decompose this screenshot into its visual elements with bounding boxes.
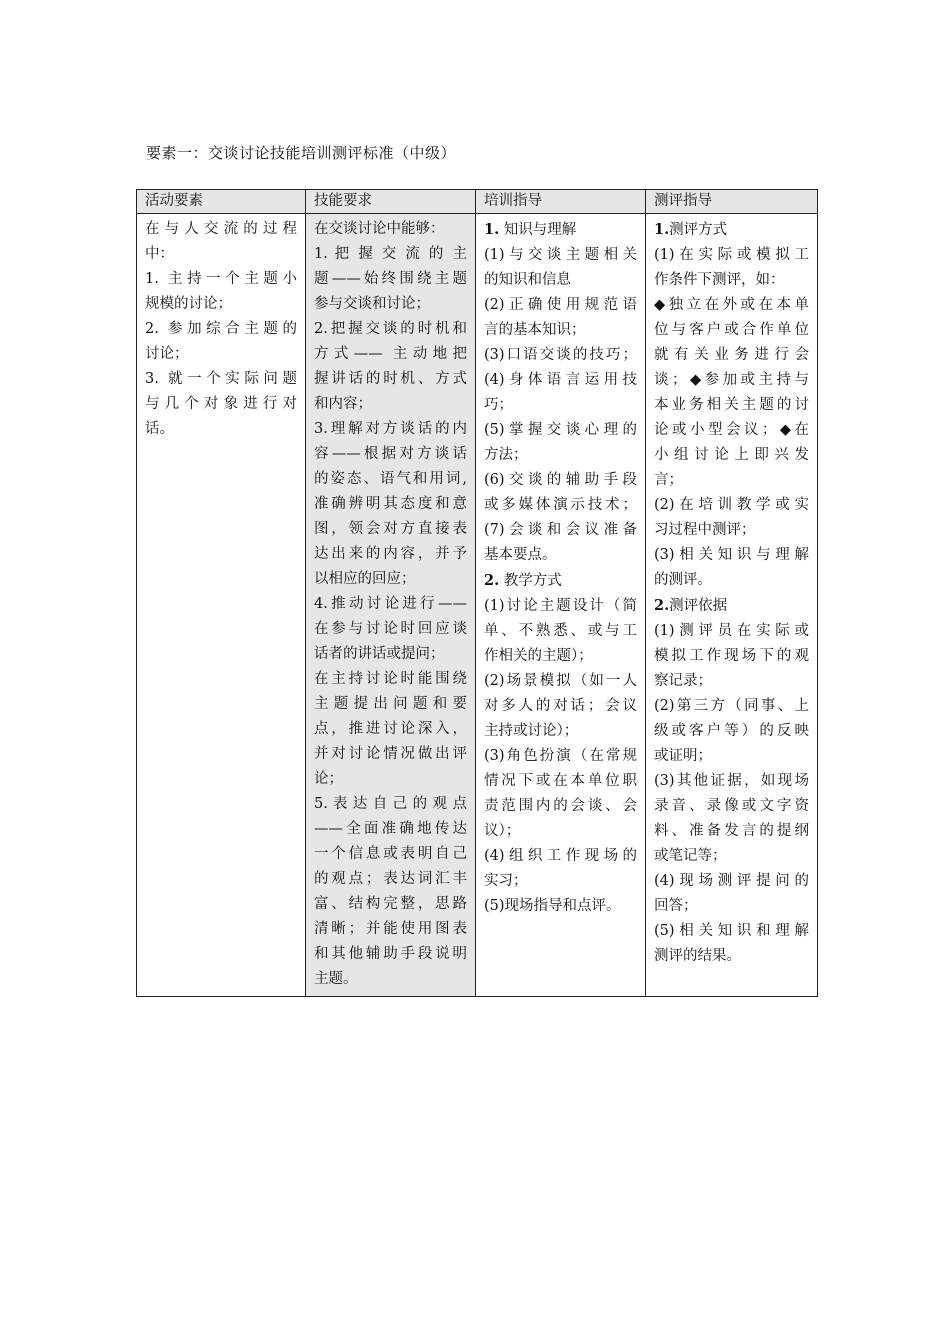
cell-text-line: (2)场景模拟（如一人 [484, 673, 637, 689]
cell-text-line: (6)交谈的辅助手段 [484, 472, 637, 488]
cell-text-line: (7)会谈和会议准备 [484, 522, 637, 538]
cell-text-line: 回答； [654, 898, 698, 914]
cell-text-line: 话者的讲话或提问； [314, 646, 445, 662]
cell-text-line: 方式—— 主动地把 [314, 346, 467, 362]
cell-text-line: (3)其他证据，如现场 [654, 773, 809, 789]
cell-text-line: ◆独立在外或在本单 [654, 297, 809, 313]
cell-text-line: (2)第三方（同事、上 [654, 698, 809, 714]
cell-text-line: 2.测评依据 [654, 597, 728, 614]
cell-text-line: 或证明； [654, 748, 712, 764]
cell-text-line: 2. 教学方式 [484, 572, 562, 589]
cell-text-line: 小组讨论上即兴发 [654, 447, 809, 463]
cell-text-line: 习过程中测评； [654, 522, 756, 538]
cell-text-line: 谈；◆参加或主持与 [654, 372, 809, 388]
standards-table [136, 189, 818, 997]
header-skill-requirements: 技能要求 [306, 190, 476, 214]
cell-text-line: 作相关的主题）； [484, 648, 593, 664]
cell-text-line: 和内容； [314, 396, 372, 412]
cell-text-line: (4)现场测评提问的 [654, 873, 809, 889]
cell-text-line: 论； [314, 771, 343, 787]
cell-text-line: (1)与交谈主题相关 [484, 247, 637, 263]
cell-text-line: 2.把握交谈的时机和 [314, 321, 467, 337]
cell-text-line: 主题。 [314, 971, 358, 987]
cell-text-line: 在与人交流的过程 [145, 221, 297, 237]
cell-text-line: 1.测评方式 [654, 221, 728, 238]
cell-text-line: 录音、录像或文字资 [654, 798, 809, 814]
cell-text-line: (5)相关知识和理解 [654, 923, 809, 939]
cell-text-line: 基本要点。 [484, 547, 557, 563]
cell-text-line: 达出来的内容，并予 [314, 546, 467, 562]
cell-text-line: 3. 就一个实际问题 [145, 371, 297, 387]
cell-text-line: 或多媒体演示技术； [484, 497, 637, 513]
cell-text-line: 2. 参加综合主题的 [145, 321, 297, 337]
cell-text-line: 的测评。 [654, 572, 712, 588]
cell-text-line: (5)现场指导和点评。 [484, 898, 621, 914]
cell-text-line: 言； [654, 472, 683, 488]
cell-text-line: 富、结构完整，思路 [314, 896, 467, 912]
cell-text-line: (3)口语交谈的技巧； [484, 347, 637, 363]
table-row [137, 214, 818, 997]
cell-text-line: 在主持讨论时能围绕 [314, 671, 467, 687]
cell-text-line: 点，推进讨论深入， [314, 721, 467, 737]
cell-text-line: 握讲话的时机、方式 [314, 371, 467, 387]
cell-text-line: 中： [145, 246, 174, 262]
cell-text-line: 测评的结果。 [654, 948, 741, 964]
cell-text-line: (2)在培训教学或实 [654, 497, 809, 513]
cell-text-line: 作条件下测评，如： [654, 272, 785, 288]
cell-text-line: 论或小型会议；◆在 [654, 422, 809, 438]
cell-text-line: 言的基本知识； [484, 322, 586, 338]
cell-text-line: 清晰；并能使用图表 [314, 921, 467, 937]
cell-text-line: 1. 主持一个主题小 [145, 271, 297, 287]
cell-text-line: 和其他辅助手段说明 [314, 946, 467, 962]
cell-text-line: 责范围内的会谈、会 [484, 798, 637, 814]
cell-text-line: (1)测评员在实际或 [654, 623, 809, 639]
cell-text-line: 方法； [484, 447, 528, 463]
cell-text-line: 察记录； [654, 673, 712, 689]
cell-text-line: 讨论； [145, 346, 189, 362]
cell-text-line: (2)正确使用规范语 [484, 297, 637, 313]
cell-text-line: 就有关业务进行会 [654, 347, 809, 363]
cell-text-line: 以相应的回应； [314, 571, 416, 587]
cell-text-line: (5)掌握交谈心理的 [484, 422, 637, 438]
cell-text-line: 在交谈讨论中能够： [314, 221, 445, 237]
section-number: 2. [484, 572, 500, 589]
cell-text-line: 题——始终围绕主题 [314, 271, 467, 287]
header-training-guidance: 培训指导 [476, 190, 646, 214]
cell-text-line: 的知识和信息 [484, 272, 571, 288]
cell-text-line: 规模的讨论； [145, 296, 232, 312]
cell-text-line: 或笔记等； [654, 848, 727, 864]
cell-text-line: 主持或讨论）； [484, 723, 579, 739]
cell-text-line: ——全面准确地传达 [314, 821, 467, 837]
cell-text-line: 议）； [484, 823, 521, 839]
cell-text-line: 参与交谈和讨论； [314, 296, 430, 312]
cell-text-line: 一个信息或表明自己 [314, 846, 467, 862]
cell-text-line: 4.推动讨论进行—— [314, 596, 467, 612]
cell-text-line: (3)角色扮演（在常规 [484, 748, 637, 764]
skill-requirements-cell [306, 214, 476, 997]
cell-text-line: (4)身体语言运用技 [484, 372, 637, 388]
cell-text-line: (1)讨论主题设计（简 [484, 598, 637, 614]
cell-text-line: 并对讨论情况做出评 [314, 746, 467, 762]
cell-text-line: 准确辨明其态度和意 [314, 496, 467, 512]
cell-text-line: 3.理解对方谈话的内 [314, 421, 467, 437]
header-assessment-guidance: 测评指导 [646, 190, 818, 214]
section-number: 1. [654, 221, 670, 238]
cell-text-line: 单、不熟悉、或与工 [484, 623, 637, 639]
activity-elements-cell [137, 214, 306, 997]
cell-text-line: 实习； [484, 873, 528, 889]
cell-text-line: 与几个对象进行对 [145, 396, 297, 412]
cell-text-line: 容——根据对方谈话 [314, 446, 467, 462]
cell-text-line: 的姿态、语气和用词, [314, 471, 467, 487]
cell-text-line: 本业务相关主题的讨 [654, 397, 809, 413]
section-number: 2. [654, 597, 670, 614]
cell-text-line: 料、准备发言的提纲 [654, 823, 809, 839]
cell-text-line: 5. 表 达 自 己 的 观 点 [314, 796, 467, 812]
cell-text-line: 主题提出问题和要 [314, 696, 467, 712]
table-header-row [137, 190, 818, 214]
header-activity-elements: 活动要素 [137, 190, 306, 214]
cell-text-line: 图，领会对方直接表 [314, 521, 467, 537]
cell-text-line: 对多人的对话；会议 [484, 698, 637, 714]
cell-text-line: 在参与讨论时回应谈 [314, 621, 467, 637]
cell-text-line: 模拟工作现场下的观 [654, 648, 809, 664]
cell-text-line: 巧； [484, 397, 513, 413]
cell-text-line: 级或客户等）的反映 [654, 723, 809, 739]
training-guidance-cell [476, 214, 646, 997]
cell-text-line: 位与客户或合作单位 [654, 322, 809, 338]
cell-text-line: (4)组织工作现场的 [484, 848, 637, 864]
cell-text-line: 1. 把 握 交 流 的 主 [314, 246, 467, 262]
cell-text-line: 情况下或在本单位职 [484, 773, 637, 789]
cell-text-line: 1. 知识与理解 [484, 221, 577, 238]
cell-text-line: 话。 [145, 421, 174, 437]
cell-text-line: (3)相关知识与理解 [654, 547, 809, 563]
cell-text-line: 的观点；表达词汇丰 [314, 871, 467, 887]
page-title: 要素一：交谈讨论技能培训测评标准（中级） [146, 144, 457, 162]
section-number: 1. [484, 221, 500, 238]
assessment-guidance-cell [646, 214, 818, 997]
cell-text-line: (1)在实际或模拟工 [654, 247, 809, 263]
